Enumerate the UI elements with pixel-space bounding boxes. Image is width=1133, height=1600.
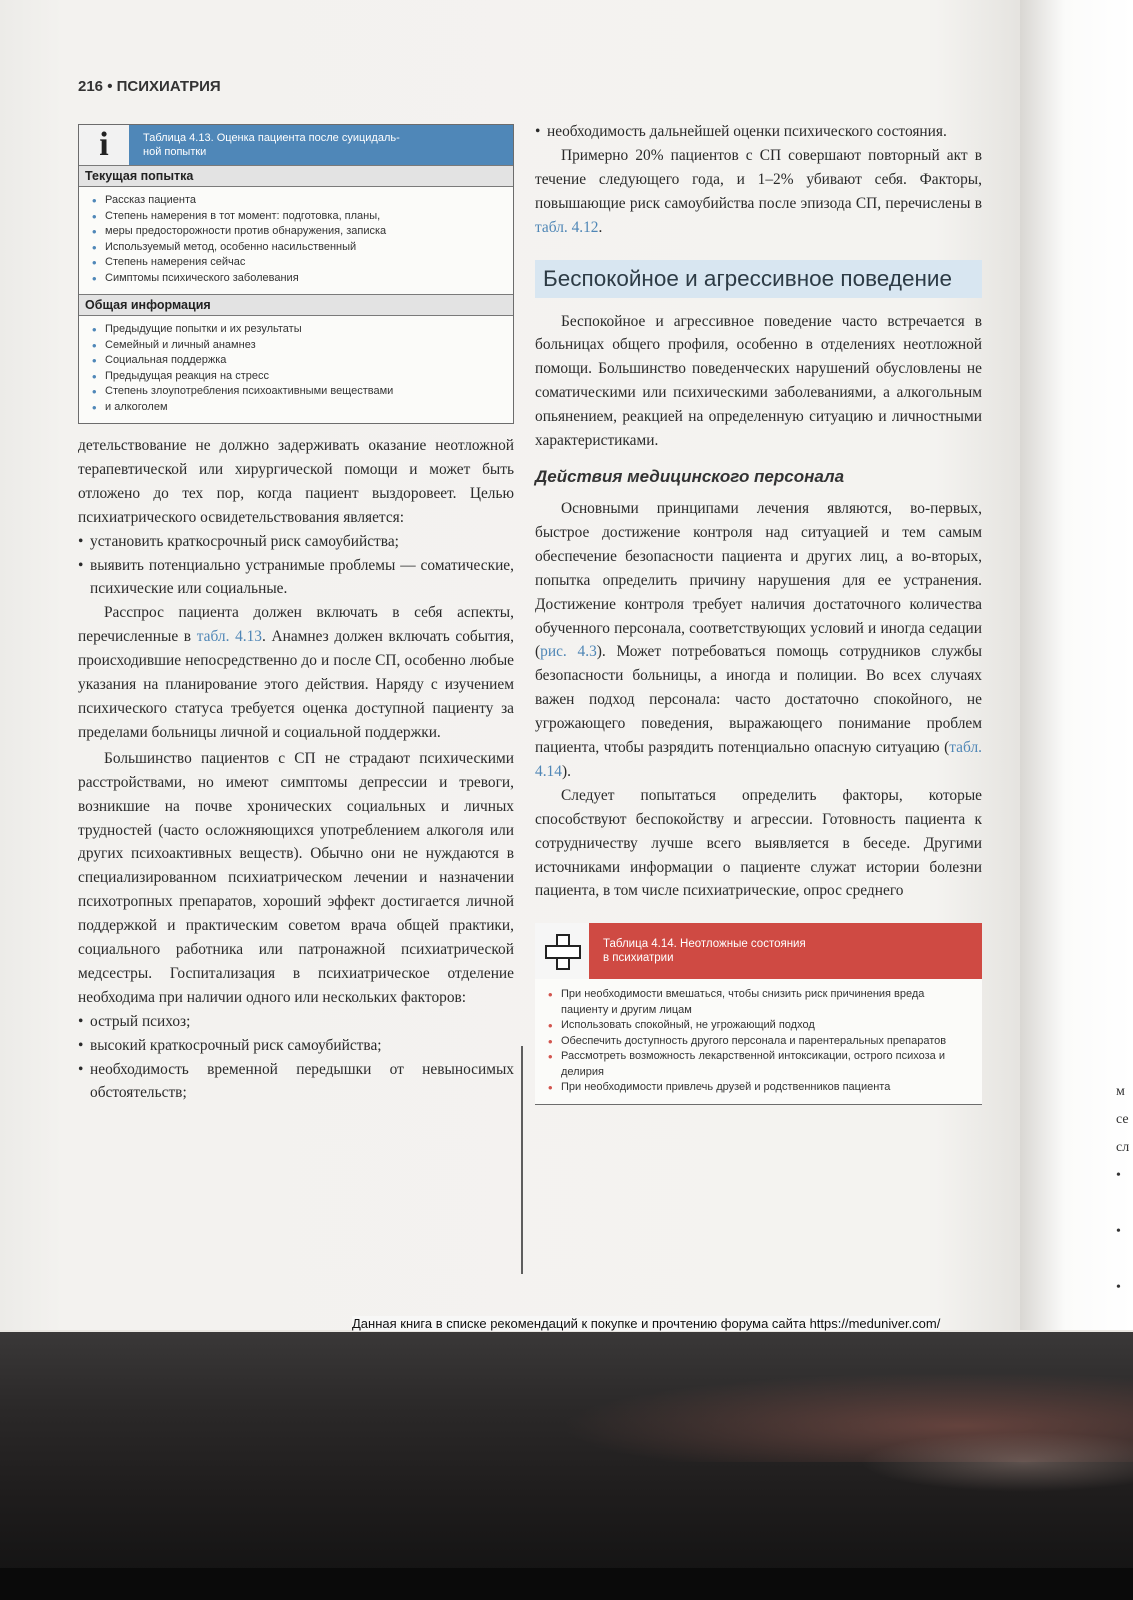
- scan-background: [0, 1332, 1133, 1600]
- table-4-14-header: [535, 923, 982, 979]
- list-item: • Использовать спокойный, не угрожающий подход: [561, 1018, 952, 1034]
- paragraph: Большинство пациентов с СП не страдают психическими расстройствами, но имеют симптомы депрессии и тревоги, возникшие на почве хронических социальных и личных трудностей (часто осложняющихся употреблением алкоголя или других психоактивных веществ). Обычно они не нуждаются в специализированном психиатрическом лечении и назначении психотропных препаратов, хороший эффект достигается личной поддержкой и практическим советом врача общей практики, социального работника или патронажной психиатрической медсестры. Госпитализация в психиатрическое отделение необходима при наличии одного или нескольких факторов:: [78, 749, 514, 1006]
- list-item: • Семейный и личный анамнез: [105, 338, 503, 354]
- list-item: • При необходимости вмешаться, чтобы снизить риск причинения вреда пациенту и другим лицам: [561, 987, 952, 1018]
- info-icon: i: [79, 125, 129, 165]
- table-4-13-title: Таблица 4.13. Оценка пациента после суицидаль- ной попытки: [143, 132, 400, 158]
- table-section-general: Общая информация: [79, 294, 513, 316]
- list-item: • Симптомы психического заболевания: [105, 271, 503, 287]
- table-4-14: [535, 923, 982, 1105]
- table-4-13: [78, 124, 514, 424]
- table-4-13-header: [79, 125, 513, 165]
- left-column: [78, 124, 514, 1105]
- list-item: • Предыдущая реакция на стресс: [105, 369, 503, 385]
- footer-watermark: Данная книга в списке рекомендаций к покупке и прочтению форума сайта https://meduniver.com/: [352, 1316, 941, 1331]
- table-section-current: Текущая попытка: [79, 165, 513, 187]
- column-rule: [521, 1046, 523, 1274]
- paragraph: детельствование не должно задерживать оказание неотложной терапевтической или хирургической помощи и может быть отложено до тех пор, когда пациент выздоровеет. Целью психиатрического освидетельствования является:: [78, 437, 514, 526]
- bullet-item: • необходимость дальнейшей оценки психического состояния.: [535, 120, 982, 144]
- header-separator: •: [107, 78, 113, 95]
- bullet-item: • острый психоз;: [78, 1010, 514, 1034]
- table-list-general: [79, 316, 513, 423]
- table-reference-link[interactable]: табл. 4.12: [535, 218, 599, 236]
- section-heading: Беспокойное и агрессивное поведение: [535, 260, 982, 298]
- list-item-continuation: • меры предосторожности против обнаружения, записка: [105, 224, 503, 240]
- paragraph: Беспокойное и агрессивное поведение часто встречается в больницах общего профиля, особенно в отделениях неотложной помощи. Большинство поведенческих нарушений обусловлены не соматическими или психическими заболеваниями, а алкогольным опьянением, реакцией на определенную ситуацию и личностными характеристиками.: [535, 312, 982, 450]
- list-item: • Рассмотреть возможность лекарственной интоксикации, острого психоза и делирия: [561, 1049, 952, 1080]
- list-item: • Рассказ пациента: [105, 193, 503, 209]
- table-list-current: [79, 187, 513, 294]
- figure-reference-link[interactable]: рис. 4.3: [540, 643, 597, 661]
- list-item: • Используемый метод, особенно насильственный: [105, 240, 503, 256]
- bullet-item: • установить краткосрочный риск самоубийства;: [78, 530, 514, 554]
- list-item: • Социальная поддержка: [105, 353, 503, 369]
- medical-cross-icon: [535, 923, 589, 979]
- list-item: • Степень намерения в тот момент: подготовка, планы,: [105, 209, 503, 225]
- table-reference-link[interactable]: табл. 4.14: [535, 739, 982, 780]
- table-reference-link[interactable]: табл. 4.13: [196, 628, 263, 646]
- running-header: [78, 78, 221, 95]
- list-item: • Степень злоупотребления психоактивными веществами: [105, 384, 503, 400]
- list-item: • Обеспечить доступность другого персонала и парентеральных препаратов: [561, 1034, 952, 1050]
- table-list-emergency: [535, 979, 982, 1104]
- bullet-item: • выявить потенциально устранимые проблемы — соматические, психические или социальные.: [78, 554, 514, 602]
- list-item: • Предыдущие попытки и их результаты: [105, 322, 503, 338]
- next-page-text-fragments: м се сл • • •: [1116, 1084, 1130, 1295]
- page-number: 216: [78, 78, 104, 95]
- bullet-item: • высокий краткосрочный риск самоубийства;: [78, 1034, 514, 1058]
- list-item: • Степень намерения сейчас: [105, 255, 503, 271]
- paragraph: Основными принципами лечения являются, во-первых, быстрое достижение контроля над ситуацией и тем самым обеспечение безопасности пациента и других лиц, а во-вторых, попытка определить причину нарушения для ее устранения. Достижение контроля требует наличия достаточного количества обученного персонала, соответствующих условий и иногда седации (рис. 4.3). Может потребоваться помощь сотрудников службы безопасности больницы, а иногда и полиции. Во всех случаях важен подход персонала: часто достаточно спокойного, не угрожающего поведения, выражающего понимание проблем пациента, чтобы разрядить потенциально опасную ситуацию (табл. 4.14).: [535, 499, 982, 780]
- table-4-14-title: Таблица 4.14. Неотложные состояния в психиатрии: [603, 938, 806, 965]
- bullet-item: • необходимость временной передышки от невыносимых обстоятельств;: [78, 1058, 514, 1106]
- subheading: Действия медицинского персонала: [535, 466, 845, 486]
- right-column: [535, 120, 982, 1105]
- running-title: ПСИХИАТРИЯ: [116, 78, 221, 95]
- paragraph: Примерно 20% пациентов с СП совершают повторный акт в течение следующего года, и 1–2% убивают себя. Факторы, повышающие риск самоубийства после эпизода СП, перечислены в табл. 4.12.: [535, 146, 982, 236]
- list-item-continuation: • и алкоголем: [105, 400, 503, 416]
- list-item: • При необходимости привлечь друзей и родственников пациента: [561, 1080, 952, 1096]
- paragraph: Расспрос пациента должен включать в себя аспекты, перечисленные в табл. 4.13. Анамнез должен включать события, происходившие непосредственно до и после СП, особенно любые указания на планирование этого действия. Наряду с изучением психического статуса требуется оценка доступной пациенту за пределами больницы личной и социальной поддержки.: [78, 604, 514, 741]
- paragraph: Следует попытаться определить факторы, которые способствуют беспокойству и агрессии. Готовность пациента к сотрудничеству лучше всего выявляется в беседе. Другими источниками информации о пациенте служат истории болезни пациента, в том числе психиатрические, опрос среднего: [535, 786, 982, 900]
